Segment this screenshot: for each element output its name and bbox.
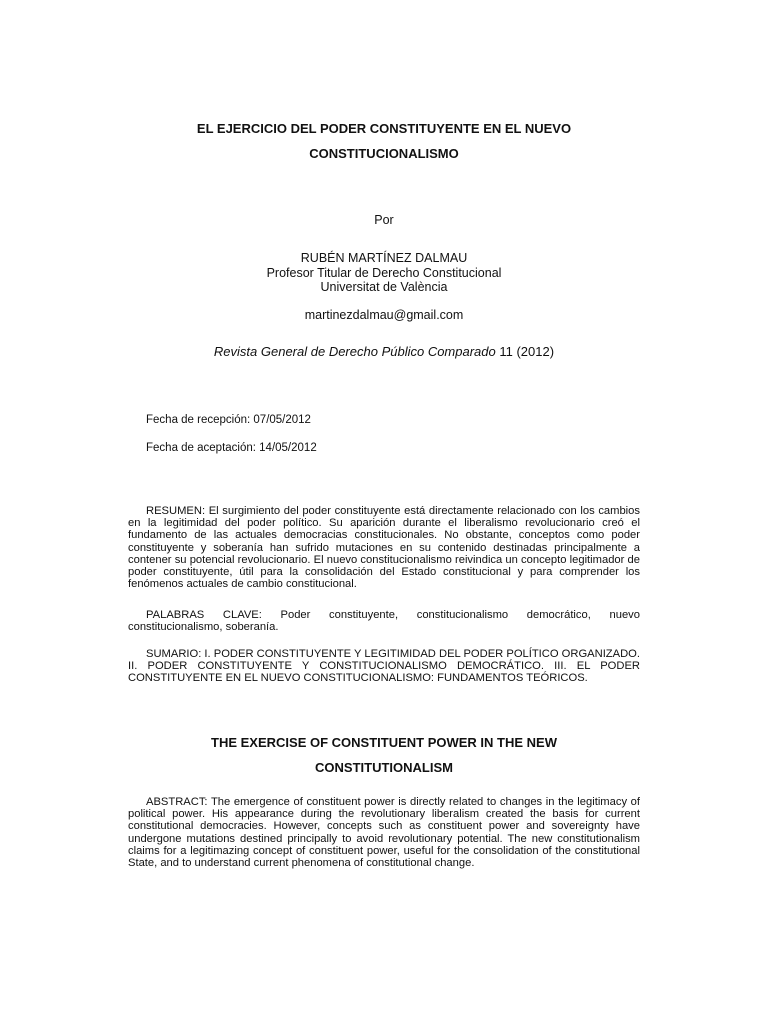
english-title [128, 730, 640, 780]
abstract-paragraph: ABSTRACT: The emergence of constituent power is directly related to changes in the legitimacy of political power. His appearance during the revolutionary liberalism created the basis for current constitutional democracies. However, concepts such as constituent power and sovereignty have undergone mutations destined principally to avoid revolutionary potential. The new constitutionalism claims for a legitimazing concept of constituent power, useful for the consolidation of the constitutional State, and to understand current phenomena of constitutional change. [128, 796, 640, 870]
author-institution: Universitat de València [320, 280, 448, 294]
byline: Por [374, 213, 394, 227]
author-block [128, 251, 640, 295]
spanish-title-line-2: CONSTITUCIONALISMO [309, 146, 459, 161]
english-title-line-2: CONSTITUTIONALISM [315, 760, 453, 775]
journal-issue: 11 (2012) [499, 344, 555, 359]
journal-citation [128, 344, 640, 359]
palabras-clave-paragraph: PALABRAS CLAVE: Poder constituyente, constitucionalismo democrático, nuevo constitucionalismo, soberanía. [128, 609, 640, 634]
author-email: martinezdalmau@gmail.com [304, 308, 464, 322]
journal-name: Revista General de Derecho Público Comparado [213, 344, 496, 359]
spanish-title-line-1: EL EJERCICIO DEL PODER CONSTITUYENTE EN EL NUEVO [196, 121, 572, 136]
english-title-line-1: THE EXERCISE OF CONSTITUENT POWER IN THE NEW [211, 735, 557, 750]
author-name: RUBÉN MARTÍNEZ DALMAU [300, 251, 468, 265]
reception-date: Fecha de recepción: 07/05/2012 [146, 414, 311, 426]
sumario-paragraph: SUMARIO: I. PODER CONSTITUYENTE Y LEGITIMIDAD DEL PODER POLÍTICO ORGANIZADO. II. PODER CONSTITUYENTE Y CONSTITUCIONALISMO DEMOCRÁTICO. III. EL PODER CONSTITUYENTE EN EL NUEVO CONSTITUCIONALISMO: FUNDAMENTOS TEÓRICOS. [128, 648, 640, 685]
acceptance-date: Fecha de aceptación: 14/05/2012 [146, 442, 317, 454]
author-position: Profesor Titular de Derecho Constitucional [266, 265, 502, 280]
resumen-paragraph: RESUMEN: El surgimiento del poder constituyente está directamente relacionado con los cambios en la legitimidad del poder político. Su aparición durante el liberalismo revolucionario creó el fundamento de las actuales democracias constitucionales. No obstante, conceptos como poder constituyente y soberanía han sufrido mutaciones en su contenido destinadas principalmente a contener su potencial revolucionario. El nuevo constitucionalismo reivindica un concepto legitimador de poder constituyente, útil para la consolidación del Estado constitucional y para comprender los fenómenos actuales de cambio constitucional. [128, 505, 640, 591]
spanish-title [128, 116, 640, 166]
